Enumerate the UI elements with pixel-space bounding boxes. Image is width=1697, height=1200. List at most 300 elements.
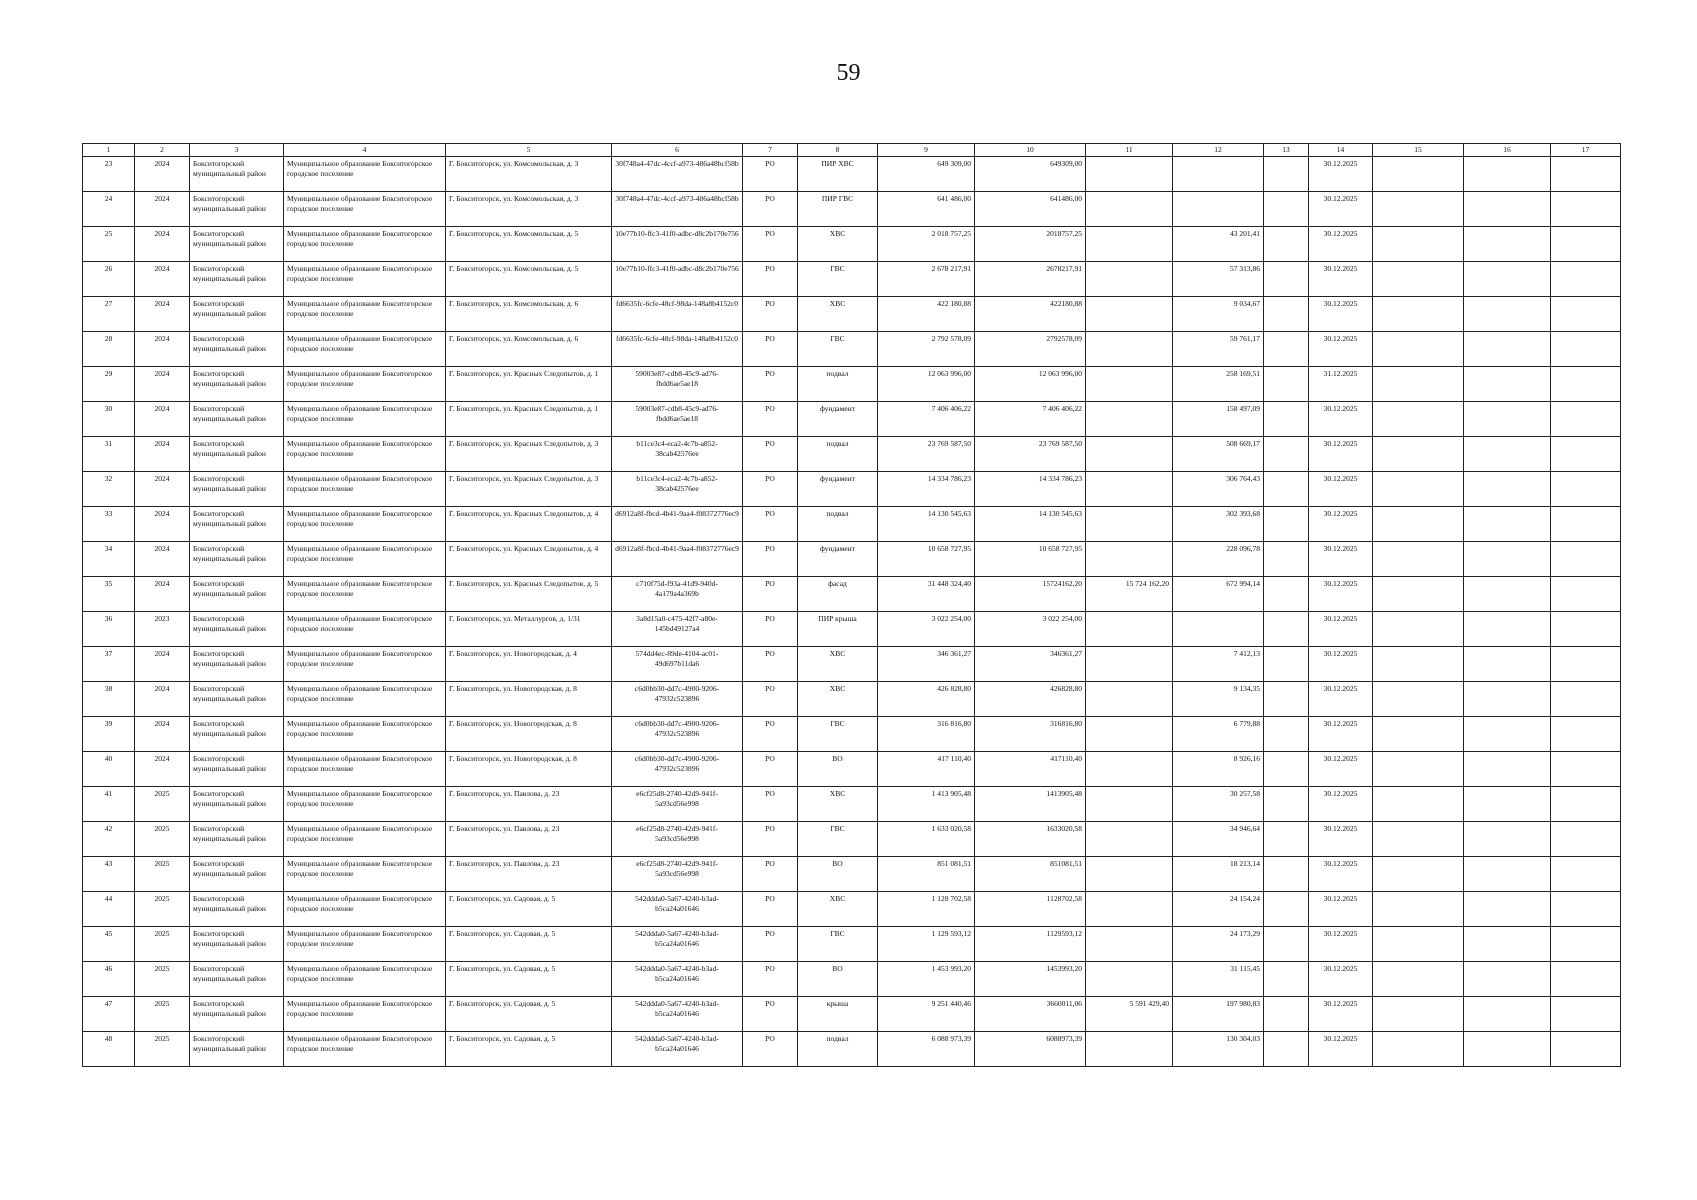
col-16-cell: [1464, 752, 1551, 787]
col-16-cell: [1464, 472, 1551, 507]
col-16-cell: [1464, 997, 1551, 1032]
table-row: [83, 507, 1621, 542]
address-cell: Г. Бокситогорск, ул. Новогородская, д. 4: [446, 647, 612, 682]
deadline-cell: 30.12.2025: [1309, 192, 1373, 227]
table-row: [83, 857, 1621, 892]
other-funds-cell: [1086, 612, 1173, 647]
col-13-cell: [1264, 157, 1309, 192]
district-cell: Бокситогорский муниципальный район: [190, 612, 284, 647]
house-guid-cell: e6cf25d8-2740-42d9-941f-5a93cd56e998: [612, 822, 743, 857]
col-16-cell: [1464, 647, 1551, 682]
house-guid-cell: d6912a8f-fbcd-4b41-9aa4-f08372776ec9: [612, 507, 743, 542]
municipality-cell: Муниципальное образование Бокситогорское городское поселение: [284, 997, 446, 1032]
year-cell: 2025: [135, 1032, 190, 1067]
regional-funds-cell: 7 406 406,22: [975, 402, 1086, 437]
other-funds-cell: 15 724 162,20: [1086, 577, 1173, 612]
table-row: [83, 1032, 1621, 1067]
contract-fee-cell: 7 412,13: [1173, 647, 1264, 682]
house-guid-cell: c6d0bb30-dd7c-4900-9206-47932c523896: [612, 682, 743, 717]
total-cost-cell: 316 816,80: [878, 717, 975, 752]
regional-funds-cell: 641486,00: [975, 192, 1086, 227]
other-funds-cell: [1086, 367, 1173, 402]
col-16-cell: [1464, 577, 1551, 612]
col-16-cell: [1464, 1032, 1551, 1067]
contract-fee-cell: [1173, 612, 1264, 647]
column-number-11: 11: [1086, 144, 1173, 157]
program-type-cell: РО: [743, 157, 798, 192]
program-type-cell: РО: [743, 297, 798, 332]
column-number-6: 6: [612, 144, 743, 157]
district-cell: Бокситогорский муниципальный район: [190, 857, 284, 892]
program-type-cell: РО: [743, 402, 798, 437]
col-16-cell: [1464, 787, 1551, 822]
address-cell: Г. Бокситогорск, ул. Красных Следопытов, д. 4: [446, 542, 612, 577]
program-type-cell: РО: [743, 717, 798, 752]
col-16-cell: [1464, 437, 1551, 472]
year-cell: 2024: [135, 297, 190, 332]
address-cell: Г. Бокситогорск, ул. Комсомольская, д. 3: [446, 192, 612, 227]
program-type-cell: РО: [743, 822, 798, 857]
municipality-cell: Муниципальное образование Бокситогорское городское поселение: [284, 612, 446, 647]
address-cell: Г. Бокситогорск, ул. Красных Следопытов, д. 5: [446, 577, 612, 612]
work-type-cell: ВО: [798, 857, 878, 892]
total-cost-cell: 851 081,51: [878, 857, 975, 892]
regional-funds-cell: 12 063 996,00: [975, 367, 1086, 402]
district-cell: Бокситогорский муниципальный район: [190, 787, 284, 822]
col-17-cell: [1551, 402, 1621, 437]
program-type-cell: РО: [743, 367, 798, 402]
col-13-cell: [1264, 577, 1309, 612]
col-17-cell: [1551, 717, 1621, 752]
regional-funds-cell: 6088973,39: [975, 1032, 1086, 1067]
col-17-cell: [1551, 227, 1621, 262]
address-cell: Г. Бокситогорск, ул. Комсомольская, д. 5: [446, 262, 612, 297]
deadline-cell: 30.12.2025: [1309, 507, 1373, 542]
other-funds-cell: [1086, 542, 1173, 577]
district-cell: Бокситогорский муниципальный район: [190, 647, 284, 682]
year-cell: 2024: [135, 542, 190, 577]
col-17-cell: [1551, 752, 1621, 787]
column-number-15: 15: [1373, 144, 1464, 157]
other-funds-cell: [1086, 192, 1173, 227]
work-type-cell: фасад: [798, 577, 878, 612]
address-cell: Г. Бокситогорск, ул. Комсомольская, д. 3: [446, 157, 612, 192]
col-16-cell: [1464, 297, 1551, 332]
program-type-cell: РО: [743, 437, 798, 472]
contract-fee-cell: 59 761,17: [1173, 332, 1264, 367]
other-funds-cell: [1086, 682, 1173, 717]
deadline-cell: 30.12.2025: [1309, 157, 1373, 192]
col-17-cell: [1551, 297, 1621, 332]
row-number-cell: 32: [83, 472, 135, 507]
district-cell: Бокситогорский муниципальный район: [190, 542, 284, 577]
deadline-cell: 30.12.2025: [1309, 892, 1373, 927]
year-cell: 2024: [135, 157, 190, 192]
row-number-cell: 46: [83, 962, 135, 997]
address-cell: Г. Бокситогорск, ул. Садовая, д. 5: [446, 927, 612, 962]
table-row: [83, 227, 1621, 262]
municipality-cell: Муниципальное образование Бокситогорское городское поселение: [284, 332, 446, 367]
work-type-cell: ГВС: [798, 717, 878, 752]
house-guid-cell: 542ddda0-5a67-4240-b3ad-b5ca24a01646: [612, 927, 743, 962]
district-cell: Бокситогорский муниципальный район: [190, 822, 284, 857]
col-13-cell: [1264, 1032, 1309, 1067]
total-cost-cell: 2 678 217,91: [878, 262, 975, 297]
total-cost-cell: 1 413 905,48: [878, 787, 975, 822]
contract-fee-cell: 30 257,58: [1173, 787, 1264, 822]
year-cell: 2023: [135, 612, 190, 647]
row-number-cell: 43: [83, 857, 135, 892]
work-type-cell: фундамент: [798, 402, 878, 437]
regional-funds-cell: 1129593,12: [975, 927, 1086, 962]
work-type-cell: ХВС: [798, 647, 878, 682]
program-type-cell: РО: [743, 262, 798, 297]
work-type-cell: крыша: [798, 997, 878, 1032]
total-cost-cell: 641 486,00: [878, 192, 975, 227]
address-cell: Г. Бокситогорск, ул. Красных Следопытов, д. 3: [446, 437, 612, 472]
other-funds-cell: [1086, 437, 1173, 472]
col-16-cell: [1464, 402, 1551, 437]
other-funds-cell: [1086, 472, 1173, 507]
municipality-cell: Муниципальное образование Бокситогорское городское поселение: [284, 367, 446, 402]
col-13-cell: [1264, 262, 1309, 297]
col-13-cell: [1264, 402, 1309, 437]
col-15-cell: [1373, 402, 1464, 437]
deadline-cell: 30.12.2025: [1309, 752, 1373, 787]
program-type-cell: РО: [743, 787, 798, 822]
contract-fee-cell: 24 154,24: [1173, 892, 1264, 927]
other-funds-cell: [1086, 787, 1173, 822]
col-15-cell: [1373, 857, 1464, 892]
col-15-cell: [1373, 227, 1464, 262]
col-17-cell: [1551, 962, 1621, 997]
table-row: [83, 927, 1621, 962]
program-type-cell: РО: [743, 752, 798, 787]
deadline-cell: 30.12.2025: [1309, 437, 1373, 472]
house-guid-cell: 10e77b10-ffc3-41f0-adbc-d8c2b170e756: [612, 262, 743, 297]
address-cell: Г. Бокситогорск, ул. Красных Следопытов, д. 1: [446, 402, 612, 437]
total-cost-cell: 31 448 324,40: [878, 577, 975, 612]
regional-funds-cell: 1453993,20: [975, 962, 1086, 997]
regional-funds-cell: 426828,80: [975, 682, 1086, 717]
col-16-cell: [1464, 822, 1551, 857]
municipality-cell: Муниципальное образование Бокситогорское городское поселение: [284, 262, 446, 297]
deadline-cell: 30.12.2025: [1309, 822, 1373, 857]
col-16-cell: [1464, 927, 1551, 962]
work-type-cell: ХВС: [798, 787, 878, 822]
municipality-cell: Муниципальное образование Бокситогорское городское поселение: [284, 227, 446, 262]
col-15-cell: [1373, 997, 1464, 1032]
regional-funds-cell: 1128702,58: [975, 892, 1086, 927]
other-funds-cell: [1086, 892, 1173, 927]
year-cell: 2025: [135, 892, 190, 927]
col-17-cell: [1551, 997, 1621, 1032]
col-17-cell: [1551, 612, 1621, 647]
municipality-cell: Муниципальное образование Бокситогорское городское поселение: [284, 752, 446, 787]
program-type-cell: РО: [743, 647, 798, 682]
col-17-cell: [1551, 192, 1621, 227]
total-cost-cell: 23 769 587,50: [878, 437, 975, 472]
col-15-cell: [1373, 927, 1464, 962]
house-guid-cell: 542ddda0-5a67-4240-b3ad-b5ca24a01646: [612, 1032, 743, 1067]
col-13-cell: [1264, 787, 1309, 822]
deadline-cell: 31.12.2025: [1309, 367, 1373, 402]
year-cell: 2024: [135, 192, 190, 227]
program-type-cell: РО: [743, 997, 798, 1032]
district-cell: Бокситогорский муниципальный район: [190, 437, 284, 472]
col-15-cell: [1373, 367, 1464, 402]
row-number-cell: 31: [83, 437, 135, 472]
table-row: [83, 997, 1621, 1032]
regional-funds-cell: 649309,00: [975, 157, 1086, 192]
col-17-cell: [1551, 507, 1621, 542]
address-cell: Г. Бокситогорск, ул. Садовая, д. 5: [446, 1032, 612, 1067]
col-16-cell: [1464, 507, 1551, 542]
other-funds-cell: [1086, 227, 1173, 262]
district-cell: Бокситогорский муниципальный район: [190, 332, 284, 367]
row-number-cell: 40: [83, 752, 135, 787]
address-cell: Г. Бокситогорск, ул. Комсомольская, д. 6: [446, 332, 612, 367]
col-17-cell: [1551, 157, 1621, 192]
municipality-cell: Муниципальное образование Бокситогорское городское поселение: [284, 157, 446, 192]
total-cost-cell: 6 088 973,39: [878, 1032, 975, 1067]
contract-fee-cell: 228 096,78: [1173, 542, 1264, 577]
total-cost-cell: 649 309,00: [878, 157, 975, 192]
year-cell: 2025: [135, 857, 190, 892]
total-cost-cell: 1 129 593,12: [878, 927, 975, 962]
municipality-cell: Муниципальное образование Бокситогорское городское поселение: [284, 962, 446, 997]
regional-funds-cell: 23 769 587,50: [975, 437, 1086, 472]
total-cost-cell: 1 633 020,58: [878, 822, 975, 857]
house-guid-cell: 30f748a4-47dc-4ccf-a973-486a48bcf58b: [612, 157, 743, 192]
program-type-cell: РО: [743, 577, 798, 612]
table-row: [83, 192, 1621, 227]
regional-funds-cell: 1633020,58: [975, 822, 1086, 857]
contract-fee-cell: 9 034,67: [1173, 297, 1264, 332]
regional-funds-cell: 2018757,25: [975, 227, 1086, 262]
column-number-5: 5: [446, 144, 612, 157]
other-funds-cell: [1086, 1032, 1173, 1067]
year-cell: 2024: [135, 332, 190, 367]
contract-fee-cell: [1173, 192, 1264, 227]
col-13-cell: [1264, 227, 1309, 262]
col-17-cell: [1551, 1032, 1621, 1067]
district-cell: Бокситогорский муниципальный район: [190, 227, 284, 262]
other-funds-cell: [1086, 507, 1173, 542]
col-16-cell: [1464, 542, 1551, 577]
table-row: [83, 157, 1621, 192]
col-13-cell: [1264, 997, 1309, 1032]
row-number-cell: 45: [83, 927, 135, 962]
total-cost-cell: 10 658 727,95: [878, 542, 975, 577]
total-cost-cell: 9 251 440,46: [878, 997, 975, 1032]
house-guid-cell: 574dd4ec-89de-4104-ac01-49d697b11da6: [612, 647, 743, 682]
col-17-cell: [1551, 647, 1621, 682]
col-15-cell: [1373, 437, 1464, 472]
deadline-cell: 30.12.2025: [1309, 577, 1373, 612]
regional-funds-cell: 15724162,20: [975, 577, 1086, 612]
col-17-cell: [1551, 892, 1621, 927]
col-13-cell: [1264, 437, 1309, 472]
table-row: [83, 437, 1621, 472]
total-cost-cell: 422 180,88: [878, 297, 975, 332]
house-guid-cell: fd6635fc-6cfe-48cf-98da-148a8b4152c0: [612, 332, 743, 367]
table-row: [83, 402, 1621, 437]
table-row: [83, 577, 1621, 612]
program-type-cell: РО: [743, 472, 798, 507]
col-16-cell: [1464, 892, 1551, 927]
row-number-cell: 36: [83, 612, 135, 647]
house-guid-cell: c710f75d-f93a-41d9-940d-4a179a4a369b: [612, 577, 743, 612]
address-cell: Г. Бокситогорск, ул. Красных Следопытов, д. 4: [446, 507, 612, 542]
other-funds-cell: [1086, 822, 1173, 857]
col-17-cell: [1551, 577, 1621, 612]
row-number-cell: 26: [83, 262, 135, 297]
col-15-cell: [1373, 577, 1464, 612]
col-13-cell: [1264, 367, 1309, 402]
address-cell: Г. Бокситогорск, ул. Комсомольская, д. 6: [446, 297, 612, 332]
municipality-cell: Муниципальное образование Бокситогорское городское поселение: [284, 192, 446, 227]
work-type-cell: фундамент: [798, 542, 878, 577]
work-type-cell: подвал: [798, 437, 878, 472]
table-row: [83, 472, 1621, 507]
col-15-cell: [1373, 822, 1464, 857]
address-cell: Г. Бокситогорск, ул. Павлова, д. 23: [446, 822, 612, 857]
contract-fee-cell: 672 994,14: [1173, 577, 1264, 612]
work-type-cell: ВО: [798, 962, 878, 997]
municipality-cell: Муниципальное образование Бокситогорское городское поселение: [284, 402, 446, 437]
address-cell: Г. Бокситогорск, ул. Новогородская, д. 8: [446, 682, 612, 717]
deadline-cell: 30.12.2025: [1309, 402, 1373, 437]
col-13-cell: [1264, 962, 1309, 997]
house-guid-cell: e6cf25d8-2740-42d9-941f-5a93cd56e998: [612, 787, 743, 822]
contract-fee-cell: 508 669,17: [1173, 437, 1264, 472]
column-number-17: 17: [1551, 144, 1621, 157]
district-cell: Бокситогорский муниципальный район: [190, 297, 284, 332]
column-number-9: 9: [878, 144, 975, 157]
house-guid-cell: 542ddda0-5a67-4240-b3ad-b5ca24a01646: [612, 892, 743, 927]
municipality-cell: Муниципальное образование Бокситогорское городское поселение: [284, 577, 446, 612]
municipality-cell: Муниципальное образование Бокситогорское городское поселение: [284, 437, 446, 472]
col-13-cell: [1264, 857, 1309, 892]
district-cell: Бокситогорский муниципальный район: [190, 402, 284, 437]
deadline-cell: 30.12.2025: [1309, 1032, 1373, 1067]
col-17-cell: [1551, 927, 1621, 962]
district-cell: Бокситогорский муниципальный район: [190, 192, 284, 227]
work-type-cell: ХВС: [798, 297, 878, 332]
regional-funds-cell: 14 334 786,23: [975, 472, 1086, 507]
row-number-cell: 35: [83, 577, 135, 612]
year-cell: 2025: [135, 962, 190, 997]
program-type-cell: РО: [743, 332, 798, 367]
col-17-cell: [1551, 787, 1621, 822]
house-guid-cell: b11ce3c4-eca2-4c7b-a852-38cab42576ee: [612, 472, 743, 507]
regional-funds-cell: 851081,51: [975, 857, 1086, 892]
col-13-cell: [1264, 682, 1309, 717]
col-15-cell: [1373, 297, 1464, 332]
col-15-cell: [1373, 157, 1464, 192]
work-type-cell: подвал: [798, 1032, 878, 1067]
house-guid-cell: fd6635fc-6cfe-48cf-98da-148a8b4152c0: [612, 297, 743, 332]
table-row: [83, 717, 1621, 752]
col-13-cell: [1264, 297, 1309, 332]
regional-funds-cell: 1413905,48: [975, 787, 1086, 822]
municipality-cell: Муниципальное образование Бокситогорское городское поселение: [284, 822, 446, 857]
row-number-cell: 28: [83, 332, 135, 367]
col-17-cell: [1551, 822, 1621, 857]
table-row: [83, 367, 1621, 402]
column-number-7: 7: [743, 144, 798, 157]
work-type-cell: подвал: [798, 367, 878, 402]
contract-fee-cell: 34 946,64: [1173, 822, 1264, 857]
row-number-cell: 23: [83, 157, 135, 192]
col-17-cell: [1551, 367, 1621, 402]
municipality-cell: Муниципальное образование Бокситогорское городское поселение: [284, 892, 446, 927]
col-13-cell: [1264, 612, 1309, 647]
col-15-cell: [1373, 682, 1464, 717]
year-cell: 2024: [135, 437, 190, 472]
row-number-cell: 42: [83, 822, 135, 857]
deadline-cell: 30.12.2025: [1309, 332, 1373, 367]
col-15-cell: [1373, 262, 1464, 297]
col-16-cell: [1464, 367, 1551, 402]
col-15-cell: [1373, 717, 1464, 752]
other-funds-cell: [1086, 402, 1173, 437]
deadline-cell: 30.12.2025: [1309, 682, 1373, 717]
district-cell: Бокситогорский муниципальный район: [190, 472, 284, 507]
table-row: [83, 822, 1621, 857]
table-row: [83, 752, 1621, 787]
program-type-cell: РО: [743, 927, 798, 962]
house-guid-cell: 59003e87-cdb8-45c9-ad76-fbdd6ae5ae18: [612, 367, 743, 402]
total-cost-cell: 7 406 406,22: [878, 402, 975, 437]
year-cell: 2024: [135, 752, 190, 787]
total-cost-cell: 426 828,80: [878, 682, 975, 717]
row-number-cell: 37: [83, 647, 135, 682]
district-cell: Бокситогорский муниципальный район: [190, 892, 284, 927]
deadline-cell: 30.12.2025: [1309, 542, 1373, 577]
house-guid-cell: 3a8d15a0-c475-42f7-a80e-145bd49127a4: [612, 612, 743, 647]
regional-funds-cell: 3660011,06: [975, 997, 1086, 1032]
work-type-cell: ГВС: [798, 262, 878, 297]
deadline-cell: 30.12.2025: [1309, 857, 1373, 892]
table-row: [83, 682, 1621, 717]
col-16-cell: [1464, 332, 1551, 367]
other-funds-cell: 5 591 429,40: [1086, 997, 1173, 1032]
address-cell: Г. Бокситогорск, ул. Новогородская, д. 8: [446, 752, 612, 787]
row-number-cell: 24: [83, 192, 135, 227]
regional-funds-cell: 14 130 545,63: [975, 507, 1086, 542]
contract-fee-cell: 158 497,09: [1173, 402, 1264, 437]
district-cell: Бокситогорский муниципальный район: [190, 752, 284, 787]
total-cost-cell: 1 128 702,58: [878, 892, 975, 927]
address-cell: Г. Бокситогорск, ул. Красных Следопытов, д. 3: [446, 472, 612, 507]
regional-funds-cell: 2792578,09: [975, 332, 1086, 367]
district-cell: Бокситогорский муниципальный район: [190, 1032, 284, 1067]
work-type-cell: ПИР ХВС: [798, 157, 878, 192]
col-16-cell: [1464, 612, 1551, 647]
contract-fee-cell: 18 213,14: [1173, 857, 1264, 892]
district-cell: Бокситогорский муниципальный район: [190, 682, 284, 717]
row-number-cell: 25: [83, 227, 135, 262]
program-type-cell: РО: [743, 542, 798, 577]
contract-fee-cell: 43 201,41: [1173, 227, 1264, 262]
house-guid-cell: c6d0bb30-dd7c-4900-9206-47932c523896: [612, 717, 743, 752]
deadline-cell: 30.12.2025: [1309, 472, 1373, 507]
year-cell: 2024: [135, 577, 190, 612]
work-type-cell: ВО: [798, 752, 878, 787]
column-number-8: 8: [798, 144, 878, 157]
